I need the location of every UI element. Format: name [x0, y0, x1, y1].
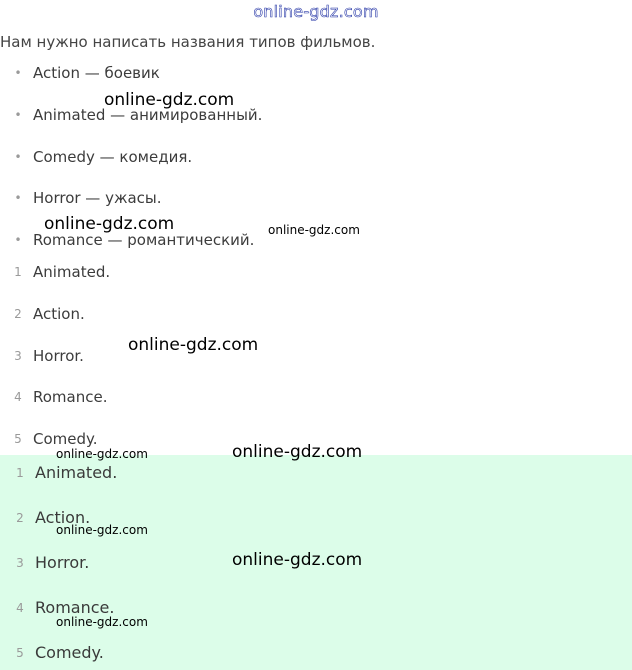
top-watermark: online-gdz.com: [253, 2, 379, 21]
item-number: 4: [14, 390, 22, 404]
list-item-text: Romance — романтический.: [33, 231, 255, 249]
watermark: online-gdz.com: [56, 615, 148, 629]
list-item-text: Action.: [33, 305, 85, 323]
item-number: 5: [14, 432, 22, 446]
list-item-text: Horror.: [33, 347, 84, 365]
list-item-text: Action — боевик: [33, 64, 160, 82]
bullet-icon: •: [14, 150, 22, 164]
intro-text: Нам нужно написать названия типов фильмов.: [0, 33, 376, 51]
bullet-icon: •: [14, 108, 22, 122]
answer-item-text: Romance.: [35, 598, 115, 617]
bullet-icon: •: [14, 233, 22, 247]
watermark: online-gdz.com: [232, 442, 363, 462]
answer-item-text: Animated.: [35, 463, 118, 482]
item-number: 1: [14, 265, 22, 279]
bullet-icon: •: [14, 191, 22, 205]
answer-item-text: Action.: [35, 508, 91, 527]
item-number: 4: [16, 601, 24, 615]
list-item-text: Horror — ужасы.: [33, 189, 162, 207]
list-item-text: Romance.: [33, 388, 108, 406]
item-number: 5: [16, 646, 24, 660]
list-item-text: Comedy.: [33, 430, 98, 448]
answer-item-text: Comedy.: [35, 643, 104, 662]
answer-item-text: Horror.: [35, 553, 90, 572]
watermark: online-gdz.com: [56, 447, 148, 461]
item-number: 2: [16, 511, 24, 525]
watermark: online-gdz.com: [268, 223, 360, 237]
item-number: 1: [16, 466, 24, 480]
item-number: 3: [16, 556, 24, 570]
bullet-icon: •: [14, 66, 22, 80]
watermark: online-gdz.com: [232, 550, 363, 570]
watermark: online-gdz.com: [104, 90, 235, 110]
item-number: 3: [14, 349, 22, 363]
list-item-text: Comedy — комедия.: [33, 148, 193, 166]
list-item-text: Animated.: [33, 263, 111, 281]
watermark: online-gdz.com: [56, 523, 148, 537]
list-item-text: Animated — анимированный.: [33, 106, 263, 124]
item-number: 2: [14, 307, 22, 321]
watermark: online-gdz.com: [128, 335, 259, 355]
watermark: online-gdz.com: [44, 214, 175, 234]
